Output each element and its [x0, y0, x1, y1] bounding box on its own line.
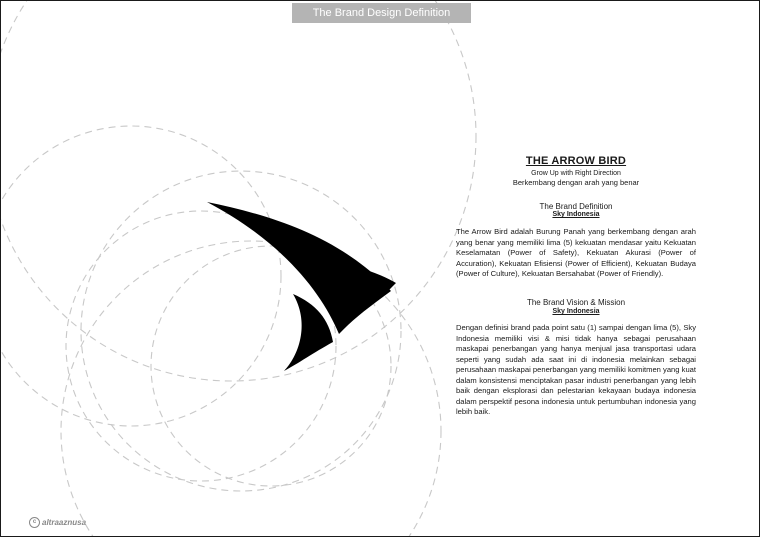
vision-heading: The Brand Vision & Mission: [526, 298, 626, 307]
vision-paragraph: Dengan definisi brand pada point satu (1) sampai dengan lima (5), Sky Indonesia memiliki visi & misi tidak hanya sebagai perusahaan maskapai penerbangan yang hanya menjual jasa transportasi udara seperti yang sudah ada saat ini di indonesia melainkan sebagai perusahaan maskapai penerbangan yang memiliki komitmen yang kuat dalam konsistensi menciptakan pasar industri penerbangan yang lebih baik dengan eksplorasi dan pelestarian kekayaan budaya indonesia dalam perspektif pesona indonesia untuk pertumbuhan indonesia yang lebih baik.: [456, 323, 696, 416]
header-tab: The Brand Design Definition: [292, 3, 471, 23]
vision-brand-name: Sky Indonesia: [552, 308, 600, 315]
tagline-indonesian: Berkembang dengan arah yang benar: [512, 178, 640, 187]
tagline-english: Grow Up with Right Direction: [531, 170, 621, 177]
brand-title: THE ARROW BIRD: [525, 155, 627, 167]
definition-paragraph: The Arrow Bird adalah Burung Panah yang berkembang dengan arah yang benar yang memiliki lima (5) kekuatan mendasar yaitu Kekuatan Keselamatan (Power of Safety), Kekuatan Akurasi (Power of Accuration), Kekuatan Efisiensi (Power of Efficient), Kekuatan Budaya (Power of Culture), Kekuatan Bersahabat (Power of Friendly).: [456, 227, 696, 278]
footer-logo-text: altraaznusa: [42, 518, 87, 527]
guide-circle-large: [1, 1, 476, 381]
footer-logo: [29, 517, 86, 528]
copyright-circle-icon: c: [29, 517, 40, 528]
definition-heading: The Brand Definition: [539, 202, 613, 211]
definition-brand-name: Sky Indonesia: [552, 211, 600, 218]
arrow-bird-logo: [207, 202, 396, 371]
arrow-bird-main-wing: [207, 202, 391, 334]
